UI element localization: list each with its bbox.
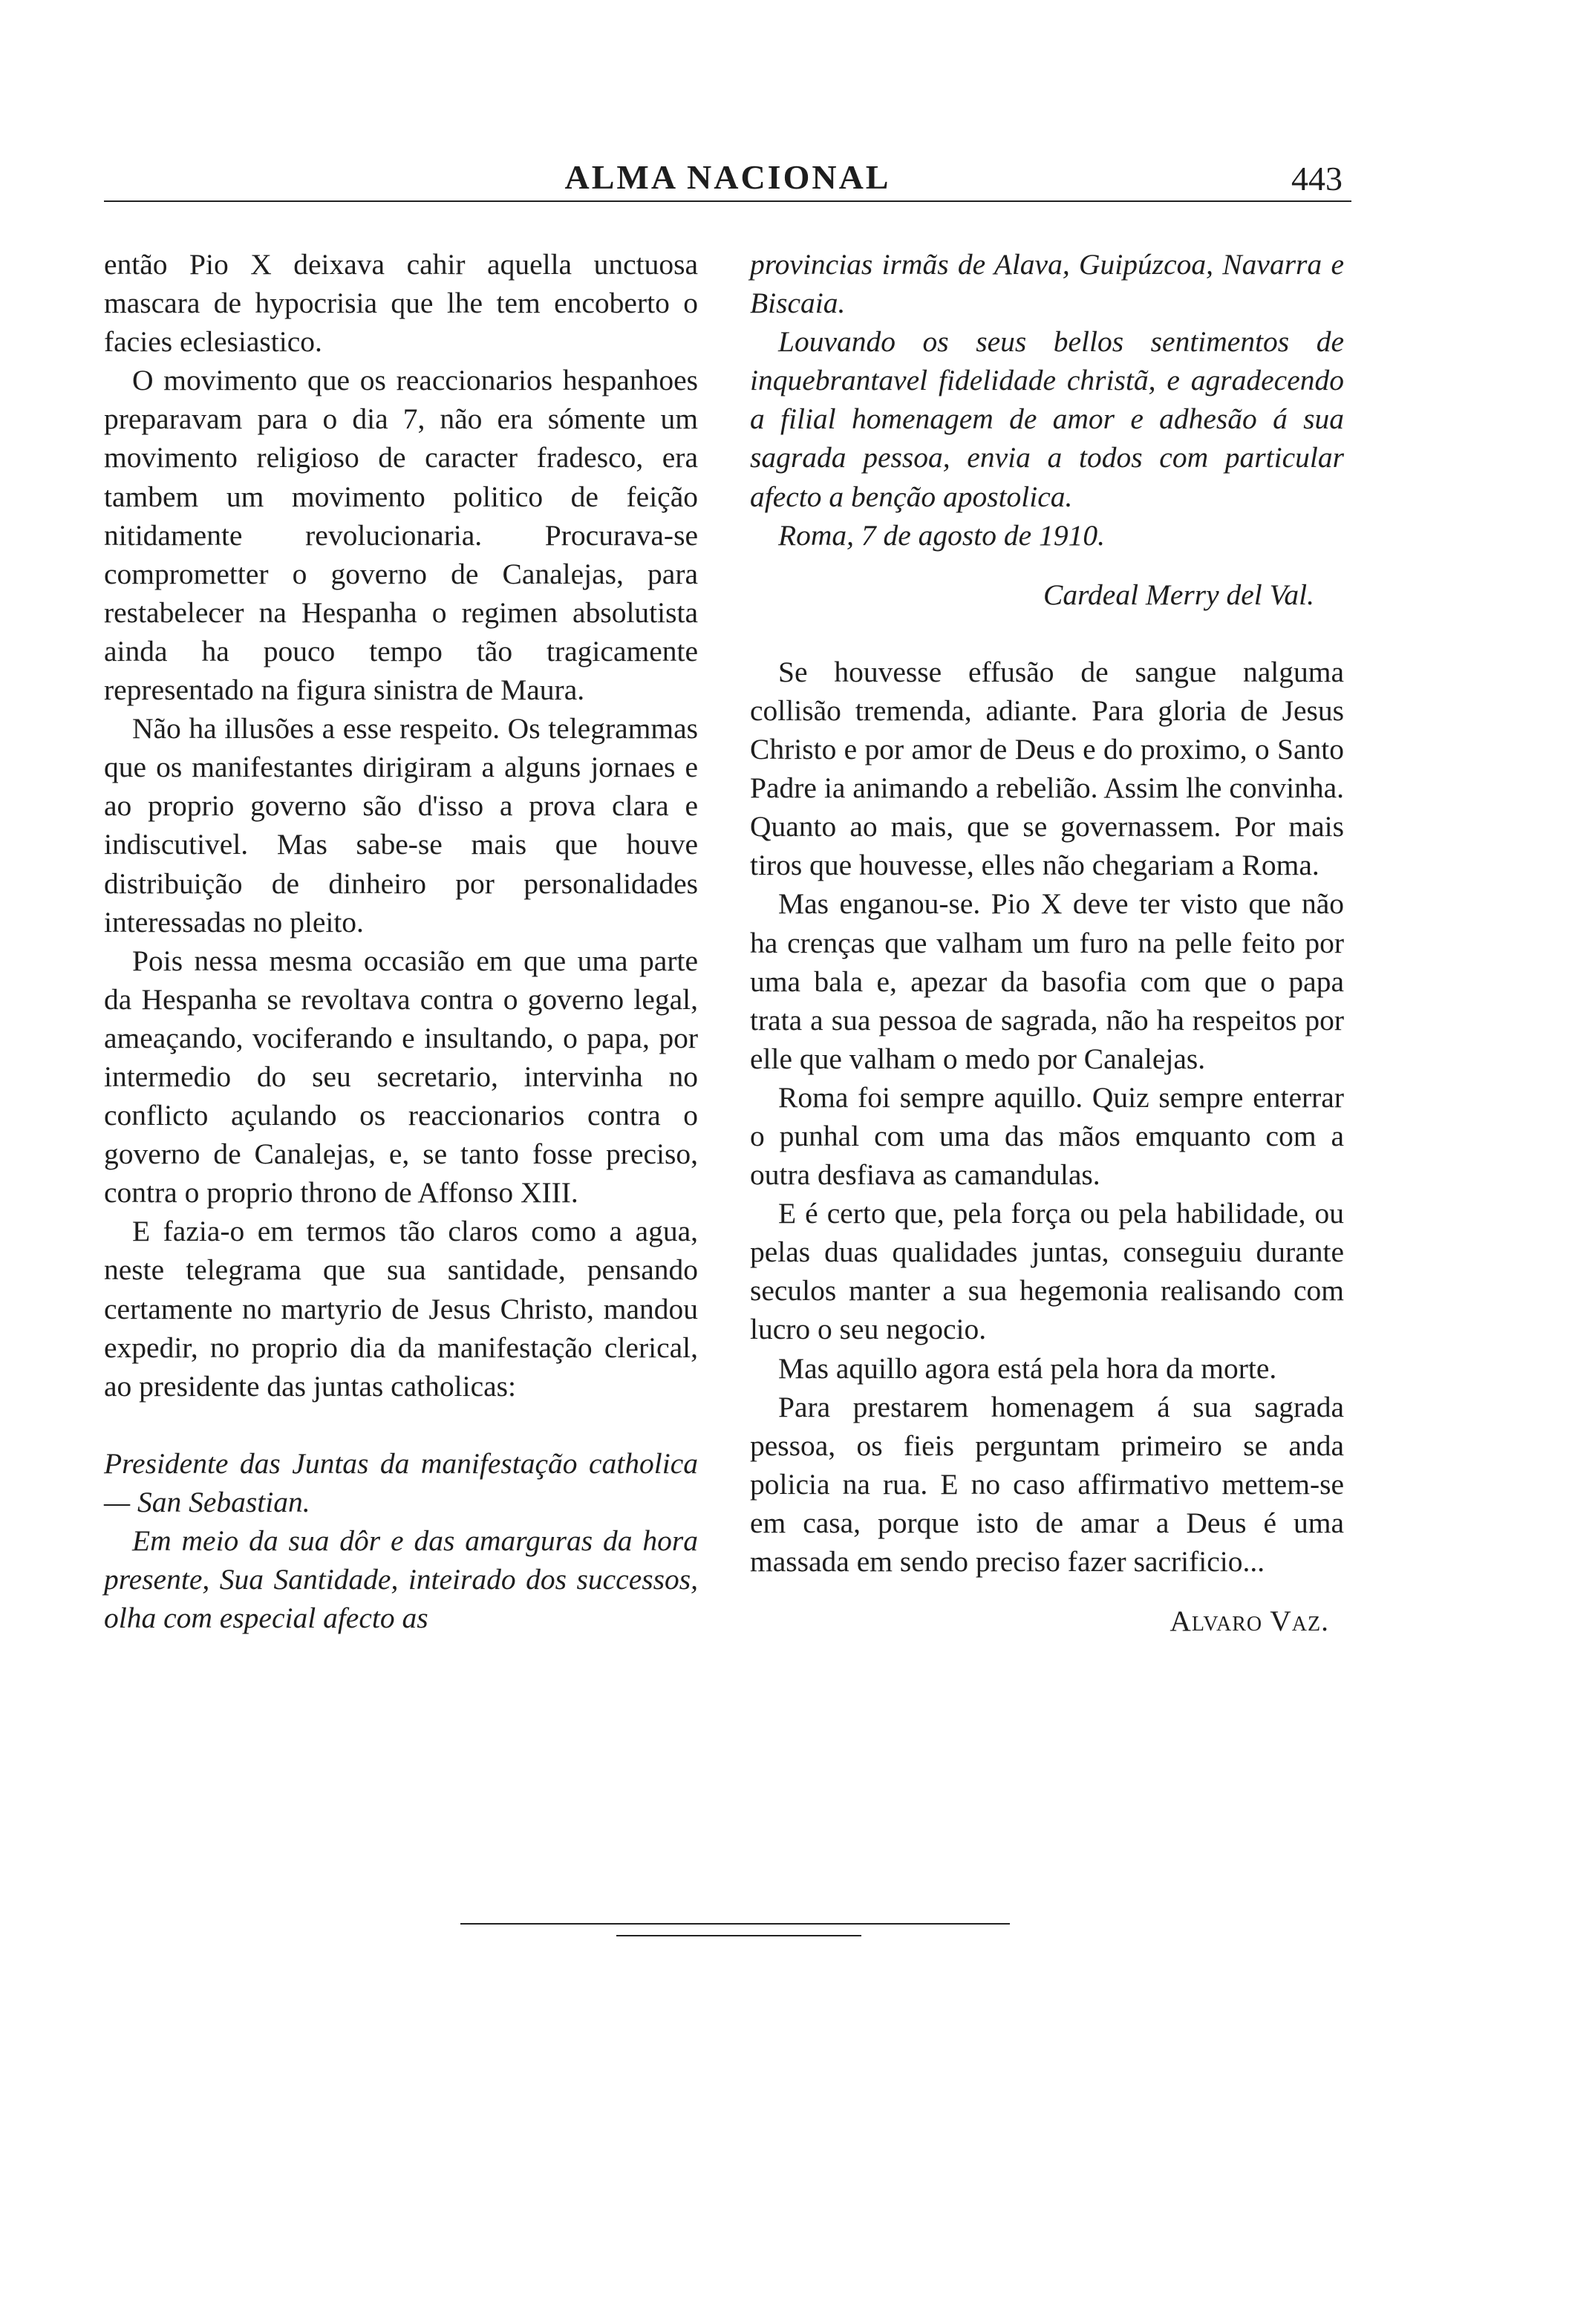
running-header [104, 148, 1351, 202]
paragraph: Mas enganou-se. Pio X deve ter visto que não ha crenças que valham um furo na pelle feito por uma bala e, apezar da basofia com que o papa trata a sua pessoa de sagrada, não ha respeitos por elle que valham o medo por Canalejas. [750, 887, 1344, 1075]
paragraph-continued: então Pio X deixava cahir aquella unctuosa mascara de hypocrisia que lhe tem encoberto o facies eclesiastico. [104, 248, 698, 359]
paragraph: Para prestarem homenagem á sua sagrada pessoa, os fieis perguntam primeiro se anda policia na rua. E no caso affirmativo mettem-se em casa, porque isto de amar a Deus é uma massada em sendo preciso fazer sacrificio... [750, 1390, 1344, 1578]
paragraph: Não ha illusões a esse respeito. Os telegrammas que os manifestantes dirigiram a alguns jornaes e ao proprio governo são d'isso a prova clara e indiscutivel. Mas sabe-se mais que houve distribuição de dinheiro por personalidades interessadas no pleito. [104, 712, 698, 939]
telegram-address: Presidente das Juntas da manifestação catholica — San Sebastian. [104, 1446, 698, 1518]
paragraph: E fazia-o em termos tão claros como a agua, neste telegrama que sua santidade, pensando certamente no martyrio de Jesus Christo, mandou expedir, no proprio dia da manifestação clerical, ao presidente das juntas catholicas: [104, 1215, 698, 1403]
author-signature: Alvaro Vaz. [1169, 1605, 1329, 1638]
telegram-text: Louvando os seus bellos sentimentos de inquebrantavel fidelidade christã, e agradecendo a filial homenagem de amor e adhesão á sua sagrada pessoa, envia a todos com particular afecto a benção apostolica. [750, 325, 1344, 513]
telegram-text-continued: provincias irmãs de Alava, Guipúzcoa, Navarra e Biscaia. [750, 248, 1344, 320]
end-rule-short [616, 1935, 861, 1936]
telegram-text: Em meio da sua dôr e das amarguras da hora presente, Sua Santidade, inteirado dos successos, olha com especial afecto as [104, 1524, 698, 1635]
paragraph: E é certo que, pela força ou pela habilidade, ou pelas duas qualidades juntas, conseguiu durante seculos manter a sua hegemonia realisando com lucro o seu negocio. [750, 1197, 1344, 1346]
telegram-dateline: Roma, 7 de agosto de 1910. [778, 518, 1105, 552]
telegram-signature: Cardeal Merry del Val. [1043, 578, 1314, 611]
paragraph: Roma foi sempre aquillo. Quiz sempre enterrar o punhal com uma das mãos emquanto com a outra desfiava as camandulas. [750, 1080, 1344, 1192]
paragraph: O movimento que os reaccionarios hespanhoes preparavam para o dia 7, não era sómente um movimento religioso de caracter fradesco, era tambem um movimento politico de feição nitidamente revolucionaria. Procurava-se comprometter o governo de Canalejas, para restabelecer na Hespanha o regimen absolutista ainda ha pouco tempo tão tragicamente representado na figura sinistra de Maura. [104, 364, 698, 707]
paragraph: Pois nessa mesma occasião em que uma parte da Hespanha se revoltava contra o governo legal, ameaçando, vociferando e insultando, o papa, por intermedio do seu secretario, intervinha no conflicto açulando os reaccionarios contra o governo de Canalejas, e, se tanto fosse preciso, contra o proprio throno de Affonso XIII. [104, 944, 698, 1210]
paragraph: Mas aquillo agora está pela hora da morte. [778, 1351, 1277, 1385]
page-number: 443 [1291, 160, 1343, 198]
running-title: ALMA NACIONAL [564, 158, 891, 196]
paragraph: Se houvesse effusão de sangue nalguma collisão tremenda, adiante. Para gloria de Jesus Christo e por amor de Deus e do proximo, o Santo Padre ia animando a rebelião. Assim lhe convinha. Quanto ao mais, que se governassem. Por mais tiros que houvesse, elles não chegariam a Roma. [750, 655, 1344, 882]
left-column [104, 245, 698, 1637]
right-column [750, 245, 1344, 1640]
end-rule-long [460, 1923, 1010, 1925]
